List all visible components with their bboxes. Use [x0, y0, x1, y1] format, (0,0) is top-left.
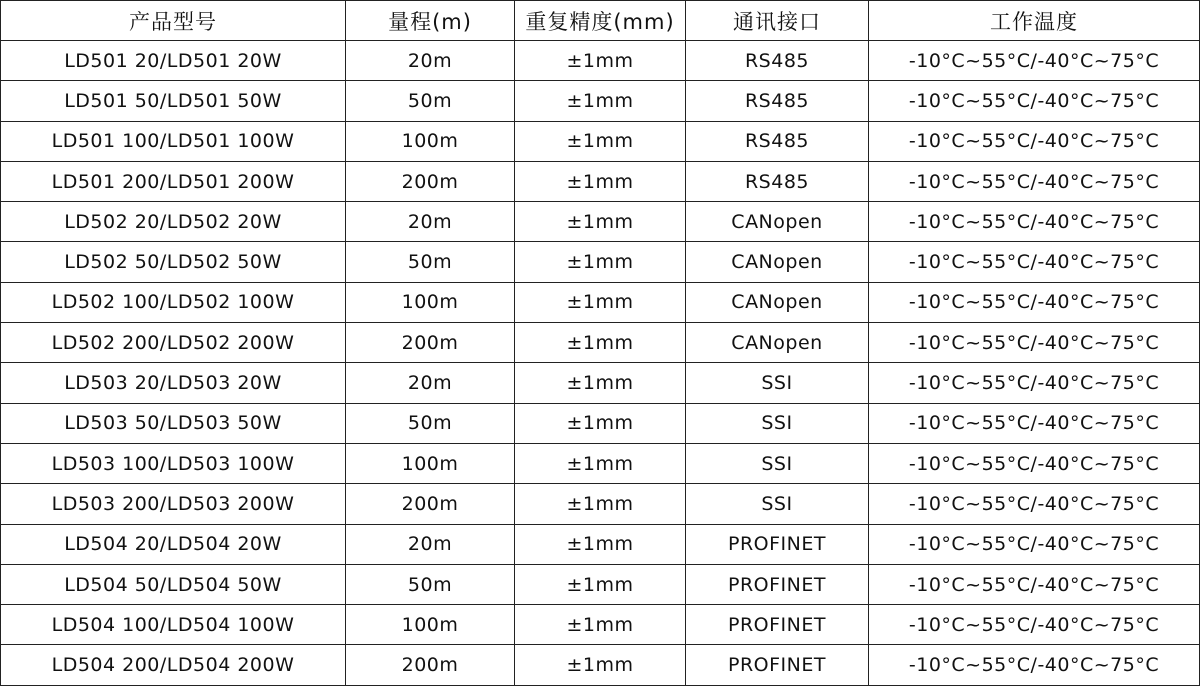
table-row: [1, 524, 1200, 564]
cell-model: LD504 100/LD504 100W: [1, 605, 346, 645]
cell-repeatability: ±1mm: [515, 161, 686, 201]
cell-interface: SSI: [686, 443, 869, 483]
cell-repeatability: ±1mm: [515, 202, 686, 242]
header-repeatability: 重复精度(mm): [515, 1, 686, 41]
cell-model: LD501 50/LD501 50W: [1, 81, 346, 121]
cell-repeatability: ±1mm: [515, 403, 686, 443]
cell-temperature: -10°C~55°C/-40°C~75°C: [869, 161, 1200, 201]
cell-range: 20m: [346, 202, 515, 242]
cell-temperature: -10°C~55°C/-40°C~75°C: [869, 484, 1200, 524]
cell-temperature: -10°C~55°C/-40°C~75°C: [869, 121, 1200, 161]
cell-repeatability: ±1mm: [515, 564, 686, 604]
cell-range: 50m: [346, 242, 515, 282]
table-row: [1, 403, 1200, 443]
table-row: [1, 242, 1200, 282]
cell-interface: CANopen: [686, 323, 869, 363]
cell-interface: RS485: [686, 41, 869, 81]
cell-repeatability: ±1mm: [515, 282, 686, 322]
cell-model: LD502 20/LD502 20W: [1, 202, 346, 242]
table-row: [1, 282, 1200, 322]
cell-temperature: -10°C~55°C/-40°C~75°C: [869, 202, 1200, 242]
table-row: [1, 645, 1200, 685]
cell-interface: RS485: [686, 161, 869, 201]
cell-repeatability: ±1mm: [515, 524, 686, 564]
cell-repeatability: ±1mm: [515, 81, 686, 121]
cell-model: LD503 200/LD503 200W: [1, 484, 346, 524]
cell-repeatability: ±1mm: [515, 242, 686, 282]
cell-model: LD504 50/LD504 50W: [1, 564, 346, 604]
header-range: 量程(m): [346, 1, 515, 41]
table-row: [1, 484, 1200, 524]
table-row: [1, 202, 1200, 242]
cell-range: 20m: [346, 524, 515, 564]
cell-range: 100m: [346, 443, 515, 483]
cell-repeatability: ±1mm: [515, 484, 686, 524]
cell-temperature: -10°C~55°C/-40°C~75°C: [869, 564, 1200, 604]
cell-interface: RS485: [686, 121, 869, 161]
cell-temperature: -10°C~55°C/-40°C~75°C: [869, 403, 1200, 443]
table-row: [1, 41, 1200, 81]
cell-range: 20m: [346, 41, 515, 81]
cell-interface: SSI: [686, 484, 869, 524]
cell-interface: CANopen: [686, 202, 869, 242]
cell-temperature: -10°C~55°C/-40°C~75°C: [869, 524, 1200, 564]
table-row: [1, 323, 1200, 363]
table-row: [1, 363, 1200, 403]
cell-model: LD501 20/LD501 20W: [1, 41, 346, 81]
cell-repeatability: ±1mm: [515, 323, 686, 363]
table-row: [1, 81, 1200, 121]
cell-range: 200m: [346, 645, 515, 685]
cell-model: LD502 200/LD502 200W: [1, 323, 346, 363]
cell-model: LD503 100/LD503 100W: [1, 443, 346, 483]
table-row: [1, 161, 1200, 201]
cell-temperature: -10°C~55°C/-40°C~75°C: [869, 323, 1200, 363]
cell-temperature: -10°C~55°C/-40°C~75°C: [869, 443, 1200, 483]
cell-temperature: -10°C~55°C/-40°C~75°C: [869, 41, 1200, 81]
cell-model: LD501 100/LD501 100W: [1, 121, 346, 161]
cell-range: 100m: [346, 282, 515, 322]
cell-model: LD503 20/LD503 20W: [1, 363, 346, 403]
cell-interface: CANopen: [686, 282, 869, 322]
cell-interface: PROFINET: [686, 564, 869, 604]
cell-repeatability: ±1mm: [515, 121, 686, 161]
cell-temperature: -10°C~55°C/-40°C~75°C: [869, 645, 1200, 685]
cell-interface: PROFINET: [686, 605, 869, 645]
cell-range: 100m: [346, 605, 515, 645]
header-model: 产品型号: [1, 1, 346, 41]
cell-interface: CANopen: [686, 242, 869, 282]
cell-model: LD503 50/LD503 50W: [1, 403, 346, 443]
table-row: [1, 564, 1200, 604]
cell-repeatability: ±1mm: [515, 363, 686, 403]
cell-repeatability: ±1mm: [515, 443, 686, 483]
cell-model: LD504 200/LD504 200W: [1, 645, 346, 685]
cell-temperature: -10°C~55°C/-40°C~75°C: [869, 81, 1200, 121]
cell-range: 20m: [346, 363, 515, 403]
cell-repeatability: ±1mm: [515, 645, 686, 685]
header-interface: 通讯接口: [686, 1, 869, 41]
cell-model: LD504 20/LD504 20W: [1, 524, 346, 564]
table-body: [1, 41, 1200, 686]
table-row: [1, 605, 1200, 645]
cell-model: LD502 50/LD502 50W: [1, 242, 346, 282]
cell-interface: PROFINET: [686, 524, 869, 564]
cell-range: 50m: [346, 564, 515, 604]
cell-temperature: -10°C~55°C/-40°C~75°C: [869, 242, 1200, 282]
table-row: [1, 121, 1200, 161]
cell-interface: SSI: [686, 363, 869, 403]
cell-model: LD502 100/LD502 100W: [1, 282, 346, 322]
cell-range: 50m: [346, 81, 515, 121]
cell-range: 200m: [346, 161, 515, 201]
cell-temperature: -10°C~55°C/-40°C~75°C: [869, 282, 1200, 322]
cell-range: 50m: [346, 403, 515, 443]
cell-repeatability: ±1mm: [515, 41, 686, 81]
cell-model: LD501 200/LD501 200W: [1, 161, 346, 201]
cell-interface: SSI: [686, 403, 869, 443]
table-header: [1, 1, 1200, 41]
cell-range: 200m: [346, 484, 515, 524]
cell-temperature: -10°C~55°C/-40°C~75°C: [869, 363, 1200, 403]
header-row: [1, 1, 1200, 41]
header-temperature: 工作温度: [869, 1, 1200, 41]
cell-interface: RS485: [686, 81, 869, 121]
cell-range: 200m: [346, 323, 515, 363]
cell-repeatability: ±1mm: [515, 605, 686, 645]
table-row: [1, 443, 1200, 483]
cell-temperature: -10°C~55°C/-40°C~75°C: [869, 605, 1200, 645]
cell-interface: PROFINET: [686, 645, 869, 685]
cell-range: 100m: [346, 121, 515, 161]
